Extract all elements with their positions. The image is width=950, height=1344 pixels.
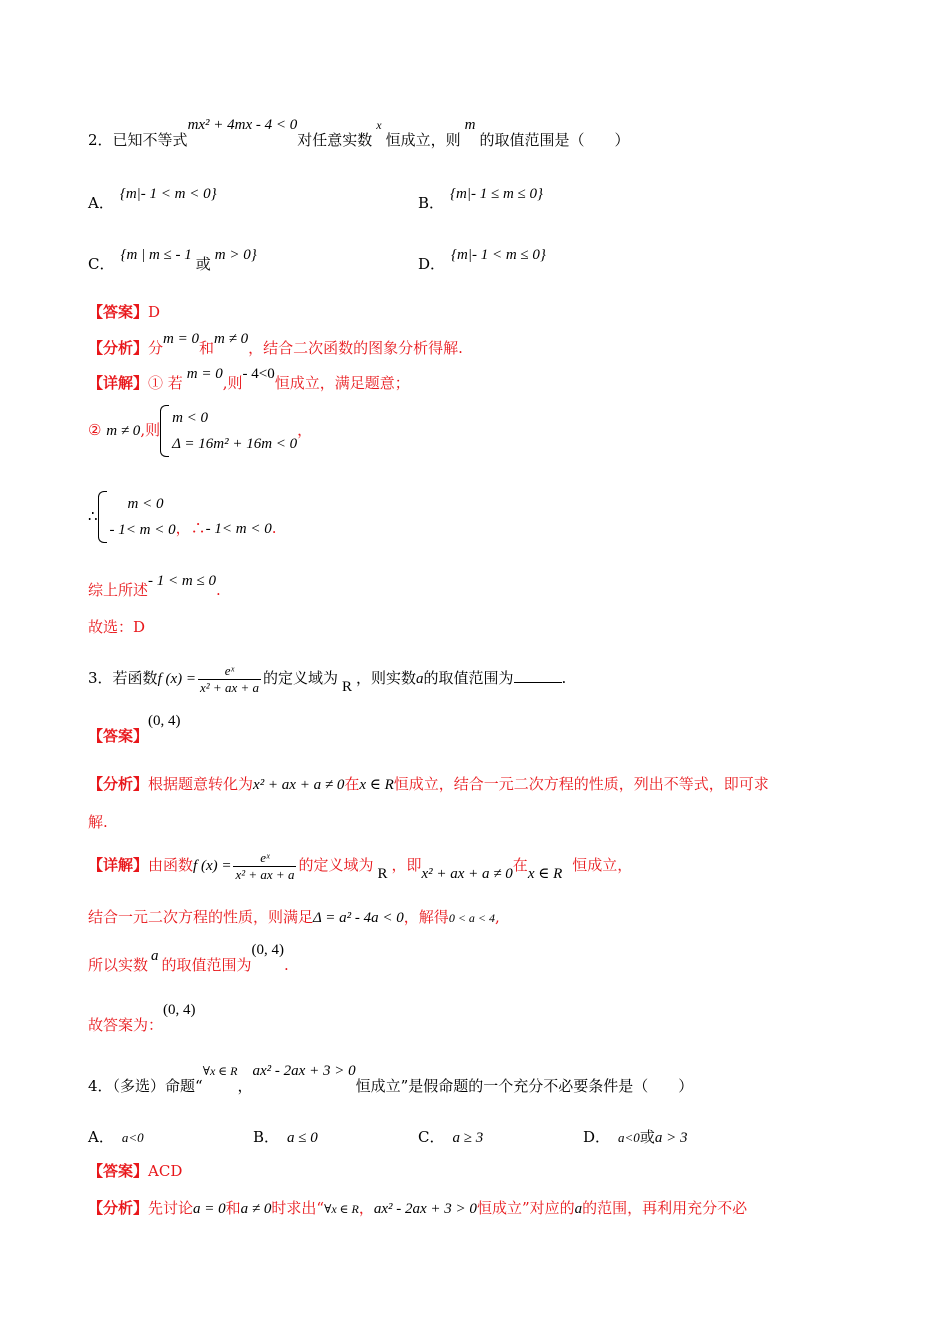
detail-tag: 【详解】 [88, 856, 149, 874]
answer-value: (0, 4) [148, 713, 181, 729]
q3-stem-text-3: ，则实数 [356, 669, 417, 687]
analysis-comma: ， [358, 1199, 374, 1217]
q3-stem-text-4: 的取值范围为 [423, 669, 514, 687]
q2-number: 2． [88, 131, 113, 149]
detail-text-4: 在 [512, 856, 528, 874]
detail-math: Δ = a² - 4a < 0 [313, 910, 404, 926]
detail-text: 结合一元二次方程的性质，则满足 [88, 908, 314, 926]
q2-system-1 [160, 405, 297, 457]
detail-tag: 【详解】 [88, 374, 149, 392]
summary-text: 综上所述 [88, 581, 149, 599]
q4-inequality: ax² - 2ax + 3 > 0 [252, 1063, 356, 1079]
option-text-2: m > 0} [214, 247, 257, 263]
answer-value: ACD [148, 1162, 183, 1180]
analysis-math-2: x ∈ R [359, 777, 394, 793]
option-or: 或 [195, 255, 211, 273]
analysis-math-2: a ≠ 0 [240, 1201, 272, 1217]
q2-system-2 [98, 491, 176, 543]
q2-option-a [88, 186, 217, 213]
summary-dot: . [215, 581, 221, 599]
analysis-math-3: ax² - 2ax + 3 > 0 [373, 1201, 477, 1217]
analysis-forall: ∀x ∈ R [324, 1202, 359, 1216]
fraction-numerator: eˣ [198, 663, 261, 680]
system-row: Δ = 16m² + 16m < 0 [172, 436, 298, 452]
detail-math: x² + ax + a ≠ 0 [421, 866, 513, 882]
detail-fx: f (x) = [193, 858, 232, 874]
q2-option-b [418, 186, 544, 213]
q2-therefore [88, 490, 277, 543]
option-text: {m|- 1 < m < 0} [119, 186, 217, 202]
q2-stem-text-4: 的取值范围是（ ） [479, 131, 630, 149]
analysis-tag: 【分析】 [88, 339, 149, 357]
detail-math-2: 0 < a < 4 [448, 911, 496, 925]
analysis-text: 分 [148, 339, 164, 357]
q3-stem-text-2: 的定义域为 [262, 669, 338, 687]
detail-text-2: ,则 [222, 374, 243, 392]
q3-stem [88, 660, 566, 697]
q4-option-d [583, 1126, 687, 1147]
analysis-text-4: 恒成立”对应的 [476, 1199, 575, 1217]
detail-var: a [151, 948, 159, 964]
option-label: A． [88, 194, 114, 212]
q2-answer [88, 302, 160, 322]
q3-domain: R [342, 679, 353, 695]
analysis-math: a = 0 [193, 1201, 226, 1217]
q2-option-c [88, 247, 257, 274]
option-label: D． [583, 1128, 611, 1146]
analysis-math-2: m ≠ 0 [214, 331, 249, 347]
answer-tag: 【答案】 [88, 1162, 149, 1180]
analysis-text-5: 的范围，再利用充分不必 [582, 1199, 748, 1217]
option-label: D． [418, 255, 446, 273]
system-row: m < 0 [127, 496, 164, 512]
answer-tag: 【答案】 [88, 303, 149, 321]
q3-detail-2 [88, 907, 500, 928]
answer-tag: 【答案】 [88, 727, 149, 745]
option-label: B． [253, 1128, 280, 1146]
detail-dot: . [284, 956, 289, 974]
analysis-text-4: 解. [88, 813, 108, 831]
detail-text: 所以实数 [88, 956, 149, 974]
q3-fraction [198, 663, 261, 696]
option-label: C． [88, 255, 115, 273]
q2-stem [88, 117, 630, 151]
analysis-text-2: 和 [199, 339, 215, 357]
brace [160, 405, 169, 457]
q3-var-a: a [416, 671, 424, 687]
detail-math: m = 0 [186, 366, 223, 382]
therefore-text: ，∴ [175, 519, 206, 537]
q3-analysis-2 [88, 812, 108, 832]
q4-analysis [88, 1198, 747, 1219]
analysis-text-3: ，结合二次函数的图象分析得解. [248, 339, 463, 357]
final-answer: (0, 4) [163, 1002, 196, 1018]
detail-text: ① 若 [148, 374, 183, 392]
q4-option-a [88, 1126, 144, 1147]
detail-text-3: ，即 [391, 856, 422, 874]
choose-text: 故选：D [88, 618, 146, 636]
option-text: a<0 [121, 1130, 144, 1145]
analysis-text: 先讨论 [148, 1199, 194, 1217]
q4-option-c [418, 1126, 483, 1147]
q2-detail-2 [88, 404, 312, 457]
analysis-text-2: 和 [225, 1199, 241, 1217]
detail-answer: (0, 4) [251, 942, 285, 958]
q3-answer [88, 713, 181, 747]
q4-stem-text-2: 恒成立”是假命题的一个充分不必要条件是（ ） [355, 1077, 694, 1095]
q3-detail-1 [88, 846, 632, 885]
q4-number: 4． [88, 1077, 113, 1095]
q2-inequality: mx² + 4mx - 4 < 0 [187, 117, 298, 133]
analysis-var: a [574, 1201, 583, 1217]
detail-text-5: 恒成立， [572, 856, 633, 874]
option-text: a ≤ 0 [287, 1130, 318, 1146]
detail-comma: ， [297, 421, 313, 439]
analysis-text-3: 时求出“ [271, 1199, 325, 1217]
analysis-text: 根据题意转化为 [148, 775, 254, 793]
option-text-2: a > 3 [654, 1130, 688, 1146]
analysis-tag: 【分析】 [88, 775, 149, 793]
q4-forall: ∀x ∈ R [202, 1064, 238, 1078]
q2-stem-text-2: 对任意实数 [297, 131, 373, 149]
q3-detail-3 [88, 942, 289, 976]
detail-text-2: 的定义域为 [298, 856, 374, 874]
q3-final [88, 1002, 196, 1036]
option-label: C． [418, 1128, 445, 1146]
detail-math-2: x ∈ R [527, 866, 563, 882]
option-text: {m|- 1 < m ≤ 0} [451, 247, 546, 263]
q4-comma: ， [237, 1077, 253, 1095]
detail-text-3: 恒成立，满足题意； [274, 374, 410, 392]
detail-text: ② [88, 421, 102, 439]
option-label: A． [88, 1128, 114, 1146]
answer-value: D [148, 303, 161, 321]
summary-math: - 1 < m ≤ 0 [148, 573, 216, 589]
q3-number: 3． [88, 669, 113, 687]
option-label: B． [418, 194, 445, 212]
detail-text-3: , [495, 908, 500, 926]
q2-var-m: m [464, 117, 476, 133]
analysis-text-3: 恒成立，结合一元二次方程的性质，列出不等式，即可求 [393, 775, 769, 793]
option-text: {m | m ≤ - 1 [120, 247, 192, 263]
detail-text-2: 的取值范围为 [161, 956, 252, 974]
q4-answer [88, 1161, 182, 1181]
q2-option-d [418, 247, 546, 274]
fraction-denominator: x² + ax + a [235, 866, 295, 882]
q2-choose [88, 617, 145, 637]
q3-stem-text: 若函数 [112, 669, 158, 687]
q4-stem-text: （多选）命题“ [112, 1077, 203, 1095]
analysis-tag: 【分析】 [88, 1199, 149, 1217]
q2-analysis [88, 331, 463, 359]
detail-math-2: - 4<0 [242, 366, 275, 382]
q2-detail-1 [88, 366, 410, 394]
therefore-symbol: ∴ [88, 507, 98, 525]
detail-math: m ≠ 0 [106, 423, 141, 439]
q2-var-x: x [376, 118, 382, 132]
option-text: a<0 [618, 1130, 640, 1145]
option-text: {m|- 1 ≤ m ≤ 0} [450, 186, 544, 202]
option-text: a ≥ 3 [452, 1130, 484, 1146]
q3-fx: f (x) = [157, 671, 196, 687]
q3-detail-fraction [233, 850, 296, 883]
q3-analysis [88, 774, 769, 795]
analysis-text-2: 在 [344, 775, 360, 793]
system-row: m < 0 [172, 410, 209, 426]
brace [98, 491, 107, 543]
result-dot: . [271, 519, 277, 537]
system-row: - 1< m < 0 [109, 522, 176, 538]
option-or: 或 [639, 1128, 655, 1146]
analysis-math: x² + ax + a ≠ 0 [253, 777, 345, 793]
final-text: 故答案为： [88, 1016, 164, 1034]
q2-summary [88, 573, 221, 601]
detail-text-2: ，解得 [403, 908, 449, 926]
q3-stem-end: . [561, 669, 567, 687]
fraction-denominator: x² + ax + a [200, 679, 259, 695]
q4-option-b [253, 1126, 318, 1147]
detail-domain: R [377, 866, 388, 882]
analysis-math: m = 0 [163, 331, 199, 347]
detail-text: 由函数 [148, 856, 194, 874]
detail-text-2: ,则 [140, 421, 161, 439]
result-math: - 1< m < 0 [205, 521, 272, 537]
answer-blank [514, 668, 562, 683]
q2-stem-text: 已知不等式 [112, 131, 188, 149]
fraction-numerator: eˣ [233, 850, 296, 867]
q2-stem-text-3: 恒成立，则 [385, 131, 461, 149]
